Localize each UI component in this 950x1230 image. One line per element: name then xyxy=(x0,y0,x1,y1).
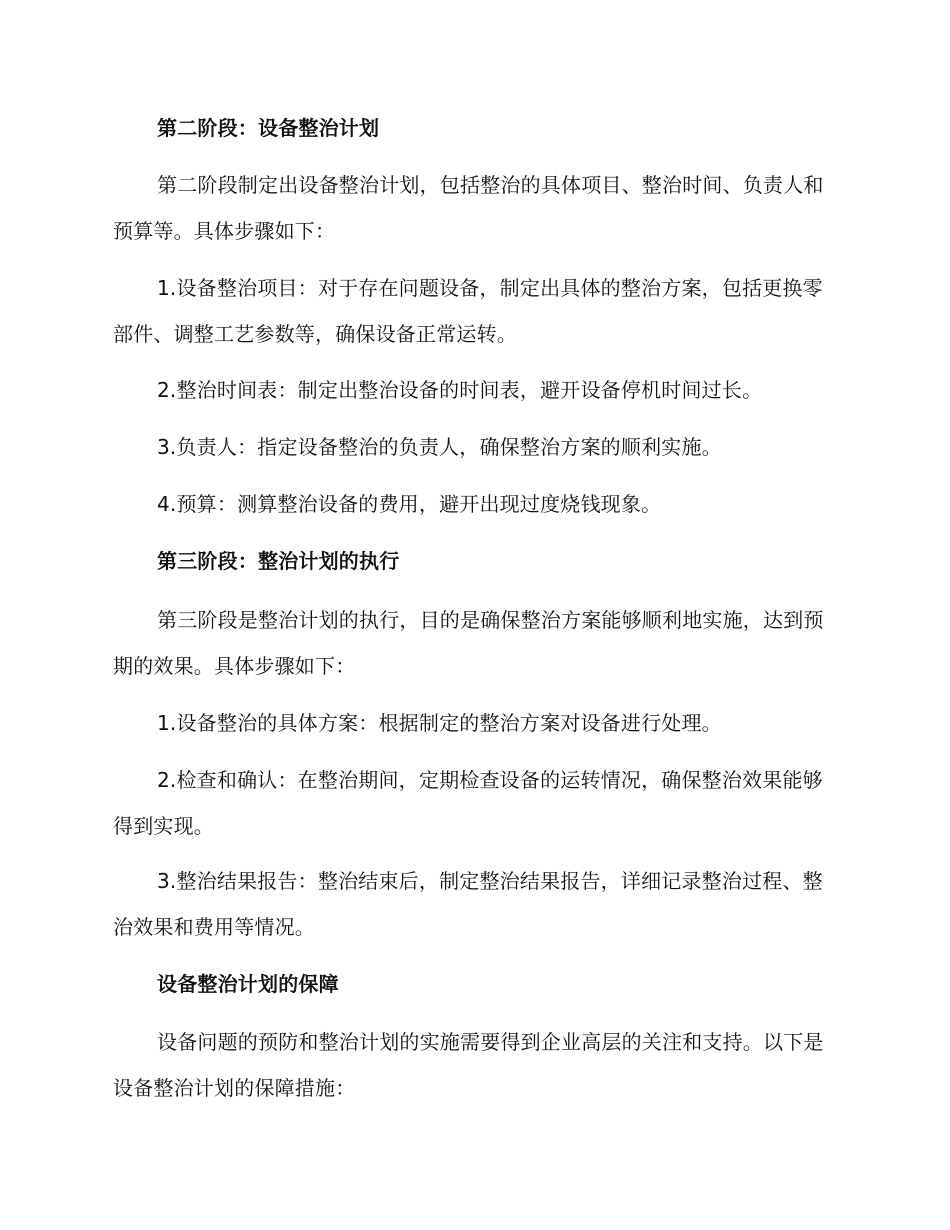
paragraph-stage-2-intro: 第二阶段制定出设备整治计划，包括整治的具体项目、整治时间、负责人和预算等。具体步骤如下： xyxy=(113,173,824,243)
paragraph-stage-2-item-1: 1.设备整治项目：对于存在问题设备，制定出具体的整治方案，包括更换零部件、调整工艺参数等，确保设备正常运转。 xyxy=(113,276,823,346)
paragraph-stage-3-item-1: 1.设备整治的具体方案：根据制定的整治方案对设备进行处理。 xyxy=(157,711,722,735)
paragraph-stage-2-item-4: 4.预算：测算整治设备的费用，避开出现过度烧钱现象。 xyxy=(157,492,662,516)
section-heading-stage-2: 第二阶段：设备整治计划 xyxy=(157,116,380,140)
paragraph-stage-2-item-3: 3.负责人：指定设备整治的负责人，确保整治方案的顺利实施。 xyxy=(157,435,722,459)
section-heading-guarantee: 设备整治计划的保障 xyxy=(157,972,339,996)
paragraph-guarantee-intro: 设备问题的预防和整治计划的实施需要得到企业高层的关注和支持。以下是设备整治计划的保障措施： xyxy=(113,1030,824,1100)
section-heading-stage-3: 第三阶段：整治计划的执行 xyxy=(157,549,400,573)
paragraph-stage-3-intro: 第三阶段是整治计划的执行，目的是确保整治方案能够顺利地实施，达到预期的效果。具体步骤如下： xyxy=(113,608,824,678)
paragraph-stage-3-item-3: 3.整治结果报告：整治结束后，制定整治结果报告，详细记录整治过程、整治效果和费用等情况。 xyxy=(113,869,823,939)
paragraph-stage-3-item-2: 2.检查和确认：在整治期间，定期检查设备的运转情况，确保整治效果能够得到实现。 xyxy=(113,768,823,838)
paragraph-stage-2-item-2: 2.整治时间表：制定出整治设备的时间表，避开设备停机时间过长。 xyxy=(157,378,763,402)
